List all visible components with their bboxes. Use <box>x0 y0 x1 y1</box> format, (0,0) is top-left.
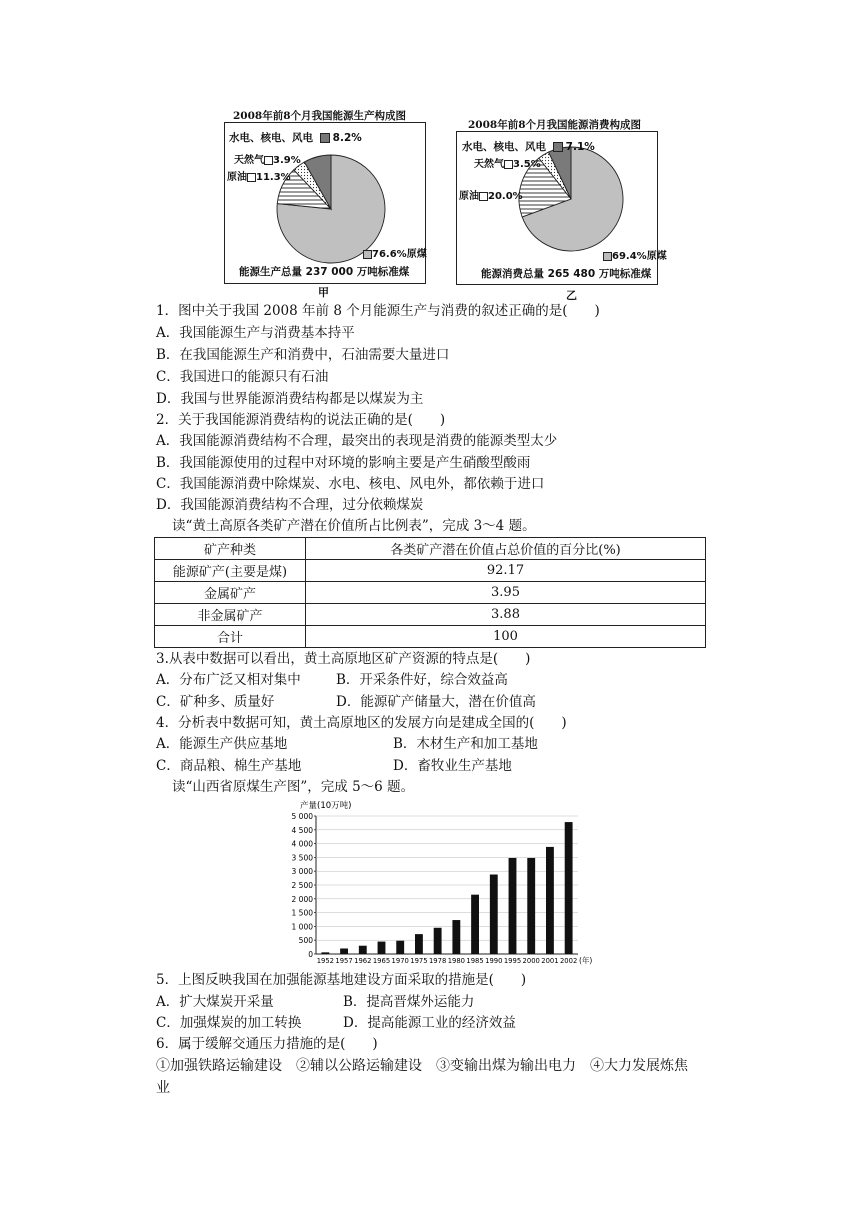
value-oil: 20.0% <box>488 191 523 202</box>
bar <box>471 895 479 954</box>
fig-jia-title: 2008年前8个月我国能源生产构成图 <box>233 110 407 122</box>
x-tick-label: 2001 <box>541 957 559 965</box>
x-tick-label: 1965 <box>372 957 391 965</box>
bar <box>452 920 460 954</box>
coal-production-bar-chart <box>284 798 624 968</box>
q2-option-c: C．我国能源消费中除煤炭、水电、核电、风电外，都依赖于进口 <box>156 476 545 492</box>
value-coal: 76.6% <box>372 249 407 260</box>
table-cell: 金属矿产 <box>155 582 306 604</box>
y-tick-label: 3 000 <box>291 867 313 877</box>
q6-options: ①加强铁路运输建设 ②辅以公路运输建设 ③变输出煤为输出电力 ④大力发展炼焦 <box>156 1058 688 1074</box>
legend-swatch-coal <box>603 252 612 261</box>
x-tick-label: 1990 <box>485 957 503 965</box>
value-coal: 69.4% <box>612 251 647 262</box>
q2-option-d: D．我国能源消费结构不合理，过分依赖煤炭 <box>156 497 424 513</box>
y-tick-label: 3 500 <box>291 853 313 863</box>
bar <box>396 941 404 954</box>
legend-swatch-gas <box>264 156 273 165</box>
fig-yi-total: 能源消费总量 265 480 万吨标准煤 <box>481 268 652 280</box>
value-gas: 3.9% <box>273 155 301 166</box>
y-tick-label: 2 000 <box>291 894 313 904</box>
x-tick-label: 1995 <box>503 957 522 965</box>
bar <box>415 934 423 954</box>
q6-options-cont: 业 <box>156 1080 170 1096</box>
y-tick-label: 0 <box>308 950 313 959</box>
fig-jia-box <box>224 122 426 284</box>
q1-option-c: C．我国进口的能源只有石油 <box>156 369 329 385</box>
label-gas: 天然气 <box>234 155 264 166</box>
fig-jia-caption: 甲 <box>318 286 329 299</box>
q5-option-b: B．提高晋煤外运能力 <box>343 994 475 1010</box>
label-gas: 天然气 <box>474 159 504 170</box>
legend-swatch-hydro <box>320 133 330 143</box>
y-tick-label: 1 000 <box>291 922 313 932</box>
bar <box>490 875 498 954</box>
table-cell: 合计 <box>155 626 306 648</box>
q5-option-a: A．扩大煤炭开采量 <box>156 994 274 1010</box>
y-tick-label: 500 <box>298 936 313 946</box>
x-tick-label: 1957 <box>335 957 353 965</box>
label-coal: 原煤 <box>646 251 667 262</box>
table-row <box>155 560 706 582</box>
q1-option-b: B．在我国能源生产和消费中，石油需要大量进口 <box>156 347 450 363</box>
q4-stem: 4．分析表中数据可知，黄土高原地区的发展方向是建成全国的( ) <box>156 715 567 731</box>
x-tick-label: 1952 <box>316 957 335 965</box>
y-tick-label: 4 500 <box>291 825 313 835</box>
q1-option-a: A．我国能源生产与消费基本持平 <box>156 325 355 341</box>
q4-option-b: B．木材生产和加工基地 <box>393 736 538 752</box>
q1-option-d: D．我国与世界能源消费结构都是以煤炭为主 <box>156 391 424 407</box>
q3-option-c: C．矿种多、质量好 <box>156 694 275 710</box>
y-tick-label: 4 000 <box>291 839 313 849</box>
table-row <box>155 604 706 626</box>
bar <box>321 952 329 954</box>
table-header-row <box>155 538 706 560</box>
q3-option-d: D．能源矿产储量大，潜在价值高 <box>336 694 536 710</box>
q3-option-a: A．分布广泛又相对集中 <box>156 672 301 688</box>
q6-stem: 6．属于缓解交通压力措施的是( ) <box>156 1036 378 1052</box>
y-tick-label: 1 500 <box>291 908 313 918</box>
table-cell: 92.17 <box>306 560 706 582</box>
mineral-table <box>154 537 706 648</box>
q4-option-a: A．能源生产供应基地 <box>156 736 288 752</box>
q5-stem: 5．上图反映我国在加强能源基地建设方面采取的措施是( ) <box>156 972 527 988</box>
value-hydro: 8.2% <box>332 132 362 144</box>
table-header: 矿产种类 <box>155 538 306 560</box>
table-cell: 3.88 <box>306 604 706 626</box>
legend-swatch-hydro <box>553 142 563 152</box>
q3-stem: 3.从表中数据可以看出，黄土高原地区矿产资源的特点是( ) <box>156 651 531 667</box>
x-tick-label: 2000 <box>522 957 540 965</box>
y-tick-label: 5 000 <box>291 812 313 821</box>
legend-swatch-oil <box>247 173 256 182</box>
fig-yi-title: 2008年前8个月我国能源消费构成图 <box>468 119 642 131</box>
label-hydro: 水电、核电、风电 <box>462 141 546 153</box>
label-coal: 原煤 <box>406 249 427 260</box>
legend-swatch-oil <box>479 192 488 201</box>
table-cell: 3.95 <box>306 582 706 604</box>
fig-yi-box <box>456 131 667 285</box>
label-oil: 原油 <box>459 191 479 202</box>
x-tick-label: 2002 <box>559 957 578 965</box>
intro-3-4: 读“黄土高原各类矿产潜在价值所占比例表”，完成 3～4 题。 <box>172 518 536 534</box>
bar <box>378 942 386 954</box>
x-tick-label: 1970 <box>391 957 409 965</box>
x-tick-label: 1980 <box>447 957 466 965</box>
bar <box>509 858 517 954</box>
fig-jia-total: 能源生产总量 237 000 万吨标准煤 <box>239 266 410 278</box>
x-axis-label: (年) <box>579 956 593 965</box>
q2-option-a: A．我国能源消费结构不合理，最突出的表现是消费的能源类型太少 <box>156 433 558 449</box>
q1-stem: 1．图中关于我国 2008 年前 8 个月能源生产与消费的叙述正确的是( ) <box>156 303 600 319</box>
table-cell: 100 <box>306 626 706 648</box>
q5-option-d: D．提高能源工业的经济效益 <box>343 1015 516 1031</box>
fig-yi-caption: 乙 <box>566 289 577 302</box>
bar <box>565 822 573 954</box>
bar <box>434 928 442 954</box>
table-cell: 能源矿产(主要是煤) <box>155 560 306 582</box>
bar <box>340 948 348 954</box>
label-oil: 原油 <box>227 172 247 183</box>
bar <box>359 946 367 954</box>
y-axis-label: 产量(10万吨) <box>300 801 352 811</box>
legend-swatch-gas <box>504 160 513 169</box>
table-header: 各类矿产潜在价值占总价值的百分比(%) <box>306 538 706 560</box>
bar <box>527 858 535 954</box>
q2-stem: 2．关于我国能源消费结构的说法正确的是( ) <box>156 412 446 428</box>
q4-option-c: C．商品粮、棉生产基地 <box>156 758 302 774</box>
table-row <box>155 626 706 648</box>
x-tick-label: 1978 <box>428 957 447 965</box>
q4-option-d: D．畜牧业生产基地 <box>393 758 512 774</box>
q5-option-c: C．加强煤炭的加工转换 <box>156 1015 302 1031</box>
value-gas: 3.5% <box>513 159 541 170</box>
bar <box>546 847 554 954</box>
value-hydro: 7.1% <box>565 141 595 153</box>
y-tick-label: 2 500 <box>291 881 313 890</box>
x-tick-label: 1985 <box>466 957 484 965</box>
x-tick-label: 1975 <box>410 957 428 965</box>
q3-option-b: B．开采条件好，综合效益高 <box>336 672 508 688</box>
intro-5-6: 读“山西省原煤生产图”，完成 5～6 题。 <box>172 779 415 795</box>
x-tick-label: 1962 <box>354 957 372 965</box>
table-cell: 非金属矿产 <box>155 604 306 626</box>
value-oil: 11.3% <box>256 172 291 183</box>
label-hydro: 水电、核电、风电 <box>229 132 313 144</box>
legend-swatch-coal <box>363 250 372 259</box>
q2-option-b: B．我国能源使用的过程中对环境的影响主要是产生硝酸型酸雨 <box>156 455 531 471</box>
table-row <box>155 582 706 604</box>
